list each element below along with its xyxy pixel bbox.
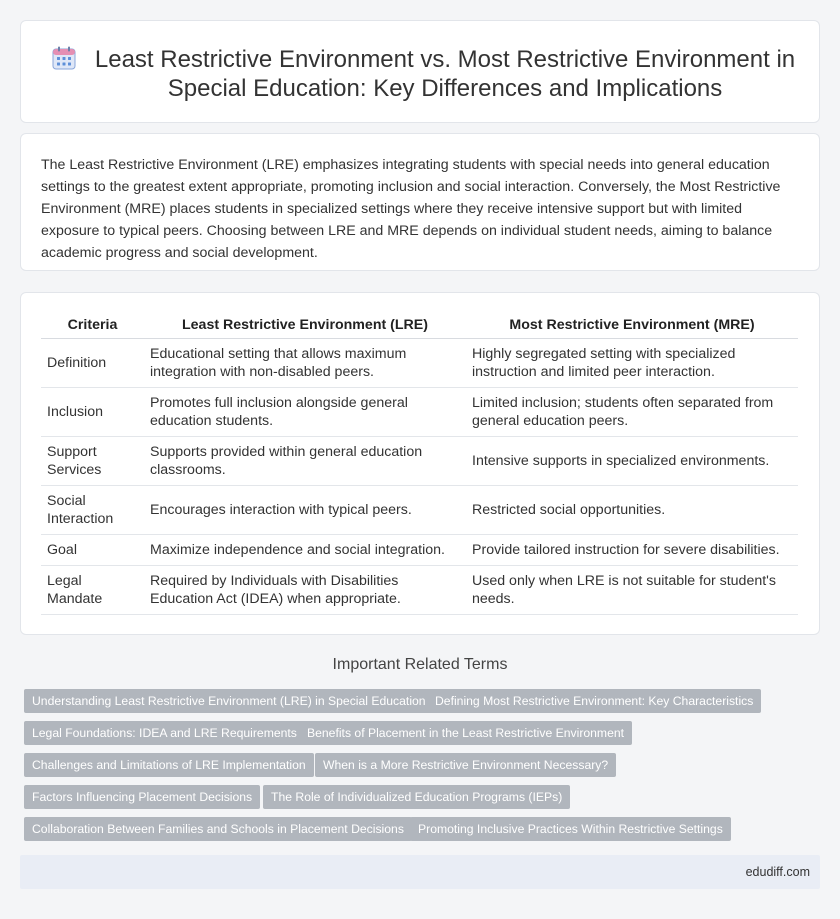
table-row: [41, 485, 798, 534]
summary-card: [20, 133, 820, 271]
row-criteria: Inclusion: [41, 387, 144, 436]
row-criteria: Support Services: [41, 436, 144, 485]
related-term-tag[interactable]: The Role of Individualized Education Programs (IEPs): [263, 785, 570, 809]
row-mre: Provide tailored instruction for severe disabilities.: [466, 534, 798, 565]
related-term-tag[interactable]: Defining Most Restrictive Environment: Key Characteristics: [427, 689, 761, 713]
calendar-icon: [51, 45, 77, 71]
footer: [20, 855, 820, 889]
row-criteria: Goal: [41, 534, 144, 565]
row-mre: Intensive supports in specialized environments.: [466, 436, 798, 485]
related-term-tag[interactable]: Understanding Least Restrictive Environment (LRE) in Special Education: [24, 689, 434, 713]
row-lre: Required by Individuals with Disabilities Education Act (IDEA) when appropriate.: [144, 565, 466, 614]
related-terms-heading: Important Related Terms: [332, 656, 508, 673]
related-term-tag[interactable]: Legal Foundations: IDEA and LRE Requirements: [24, 721, 305, 745]
row-mre: Restricted social opportunities.: [466, 485, 798, 534]
header-lre: Least Restrictive Environment (LRE): [144, 313, 466, 338]
row-lre: Promotes full inclusion alongside general education students.: [144, 387, 466, 436]
page-title: Least Restrictive Environment vs. Most Restrictive Environment in Special Education: Key Differences and Implications: [94, 46, 796, 102]
comparison-table: [41, 313, 798, 615]
footer-site-link[interactable]: edudiff.com: [745, 865, 810, 879]
table-row: [41, 565, 798, 614]
related-term-tag[interactable]: Benefits of Placement in the Least Restrictive Environment: [299, 721, 632, 745]
row-mre: Used only when LRE is not suitable for student's needs.: [466, 565, 798, 614]
header-mre: Most Restrictive Environment (MRE): [466, 313, 798, 338]
related-term-tag[interactable]: Factors Influencing Placement Decisions: [24, 785, 260, 809]
comparison-table-card: [20, 292, 820, 635]
row-lre: Encourages interaction with typical peers.: [144, 485, 466, 534]
row-criteria: Social Interaction: [41, 485, 144, 534]
title-card: [20, 20, 820, 123]
related-term-tag[interactable]: When is a More Restrictive Environment Necessary?: [315, 753, 616, 777]
summary-text: The Least Restrictive Environment (LRE) emphasizes integrating students with special needs into general education settings to the greatest extent appropriate, promoting inclusion and social interaction. Conversely, the Most Restrictive Environment (MRE) places students in specialized settings where they receive intensive support but with limited exposure to typical peers. Choosing between LRE and MRE depends on individual student needs, aiming to balance academic progress and social development.: [41, 157, 781, 261]
row-lre: Educational setting that allows maximum integration with non-disabled peers.: [144, 338, 466, 387]
table-row: [41, 436, 798, 485]
row-mre: Highly segregated setting with specialized instruction and limited peer interaction.: [466, 338, 798, 387]
row-lre: Supports provided within general education classrooms.: [144, 436, 466, 485]
related-term-tag[interactable]: Collaboration Between Families and Schools in Placement Decisions: [24, 817, 412, 841]
header-criteria: Criteria: [41, 313, 144, 338]
row-criteria: Definition: [41, 338, 144, 387]
table-row: [41, 534, 798, 565]
table-row: [41, 338, 798, 387]
related-term-tag[interactable]: Promoting Inclusive Practices Within Restrictive Settings: [410, 817, 731, 841]
table-row: [41, 387, 798, 436]
table-header-row: [41, 313, 798, 338]
row-lre: Maximize independence and social integration.: [144, 534, 466, 565]
related-term-tag[interactable]: Challenges and Limitations of LRE Implementation: [24, 753, 314, 777]
row-mre: Limited inclusion; students often separated from general education peers.: [466, 387, 798, 436]
row-criteria: Legal Mandate: [41, 565, 144, 614]
